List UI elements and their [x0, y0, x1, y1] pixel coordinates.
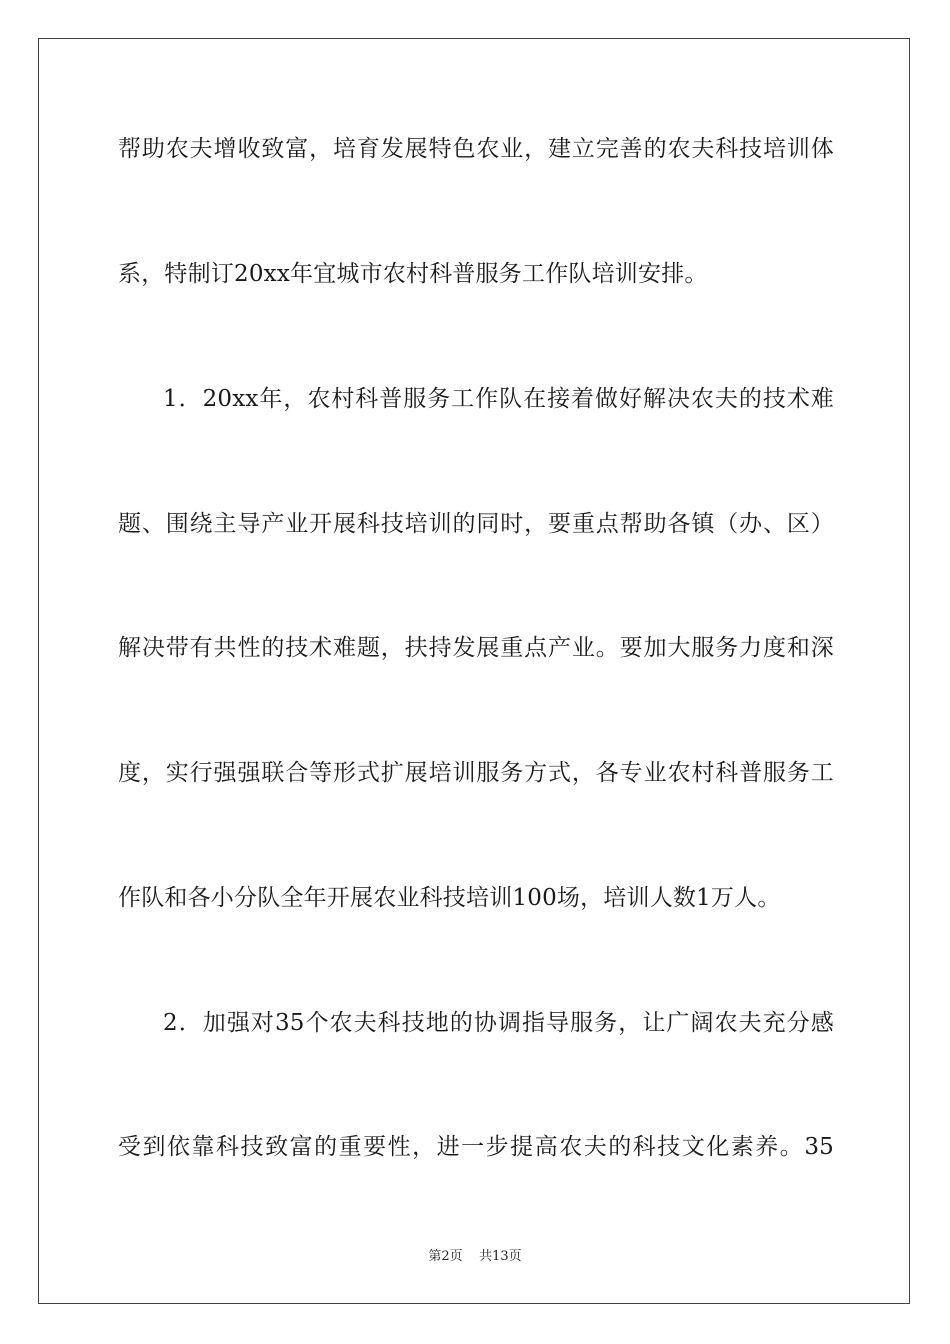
- page-total: 共13页: [479, 1249, 522, 1264]
- paragraph-line: 度，实行强强联合等形式扩展培训服务方式，各专业农村科普服务工: [118, 760, 834, 786]
- paragraph-line: 帮助农夫增收致富，培育发展特色农业，建立完善的农夫科技培训体: [118, 136, 834, 162]
- paragraph-line: 系，特制订20xx年宜城市农村科普服务工作队培训安排。: [118, 261, 708, 287]
- paragraph-line: 题、围绕主导产业开展科技培训的同时，要重点帮助各镇（办、区）: [118, 511, 834, 537]
- page-border: [38, 38, 910, 1304]
- paragraph-line: 2．加强对35个农夫科技地的协调指导服务，让广阔农夫充分感: [163, 1010, 834, 1036]
- page-number: 第2页: [428, 1249, 463, 1264]
- paragraph-line: 作队和各小分队全年开展农业科技培训100场，培训人数1万人。: [118, 885, 781, 911]
- paragraph-line: 1．20xx年，农村科普服务工作队在接着做好解决农夫的技术难: [163, 386, 834, 412]
- page-footer: [0, 1248, 950, 1266]
- paragraph-line: 解决带有共性的技术难题，扶持发展重点产业。要加大服务力度和深: [118, 635, 834, 661]
- paragraph-line: 受到依靠科技致富的重要性，进一步提高农夫的科技文化素养。35: [118, 1134, 834, 1160]
